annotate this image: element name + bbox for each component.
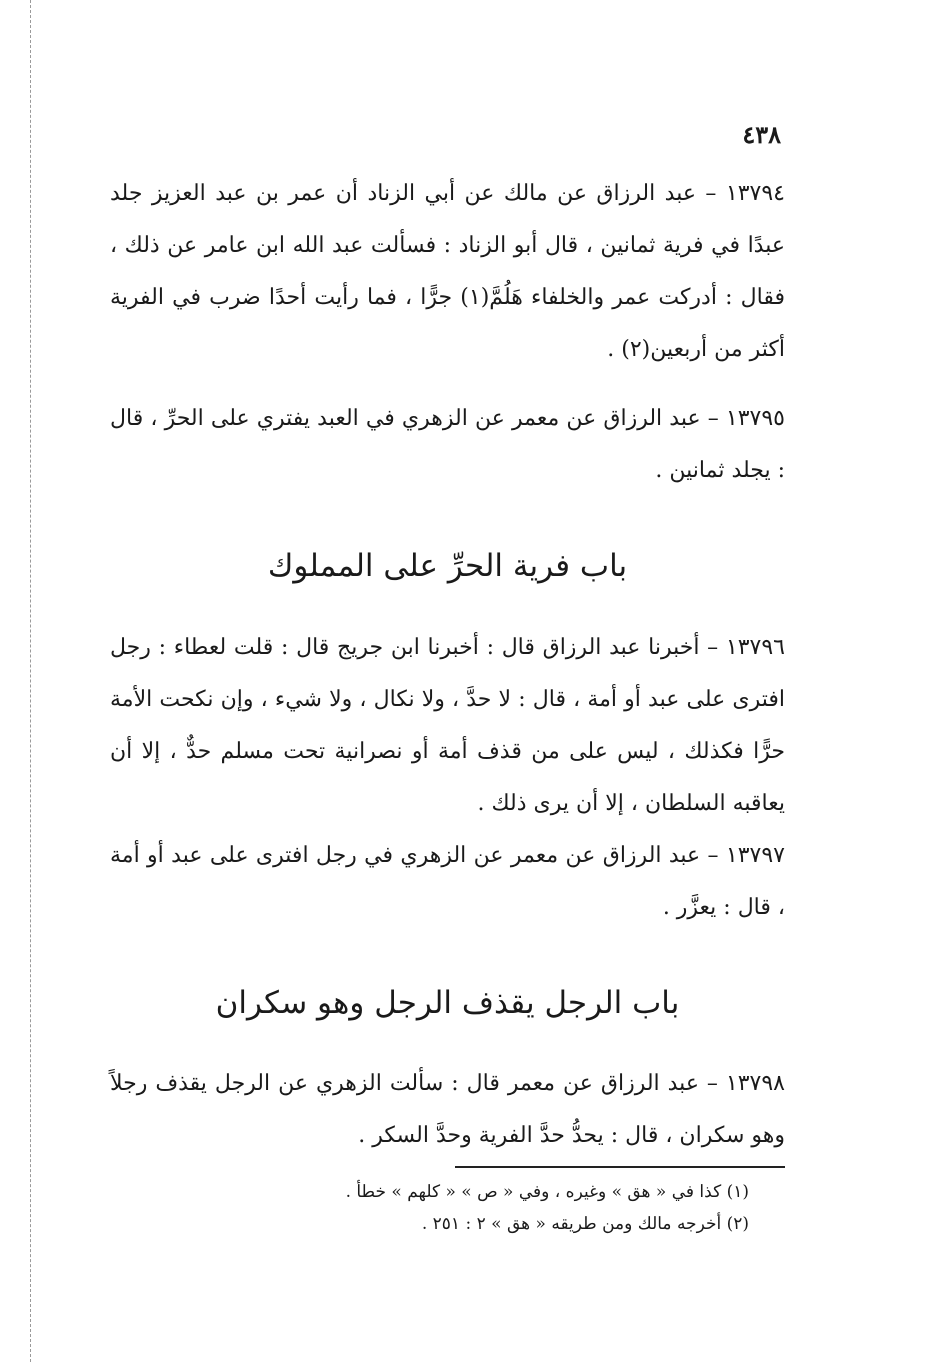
hadith-entry-13794: ١٣٧٩٤ – عبد الرزاق عن مالك عن أبي الزناد أن عمر بن عبد العزيز جلد عبدًا في فرية ثمانين ، قال أبو الزناد : فسألت عبد الله ابن عامر عن ذلك ، فقال : أدركت عمر والخلفاء هَلُمَّ(١) جرًّا ، فما رأيت أحدًا ضرب في الفرية أكثر من أربعين(٢) . [110, 181, 786, 362]
page-number: ٤٣٨ [742, 120, 781, 149]
hadith-entry-13795: ١٣٧٩٥ – عبد الرزاق عن معمر عن الزهري في العبد يفتري على الحرِّ ، قال : يجلد ثمانين . [110, 406, 785, 483]
hadith-entry-13797: ١٣٧٩٧ – عبد الرزاق عن معمر عن الزهري في رجل افترى على عبد أو أمة ، قال : يعزَّر . [110, 843, 785, 920]
footnote-1: (١) كذا في « هق » وغيره ، وفي « ص » « كلهم » خطأ . [345, 1182, 749, 1202]
footnote-2: (٢) أخرجه مالك ومن طريقه « هق » ٢ : ٢٥١ . [421, 1214, 749, 1234]
hadith-entry-13798: ١٣٧٩٨ – عبد الرزاق عن معمر قال : سألت الزهري عن الرجل يقذف رجلاً وهو سكران ، قال : يحدُّ حدَّ الفرية وحدَّ السكر . [110, 1071, 785, 1148]
chapter-heading-drunk-slander: باب الرجل يقذف الرجل وهو سكران [215, 985, 680, 1021]
hadith-entry-13796: ١٣٧٩٦ – أخبرنا عبد الرزاق قال : أخبرنا ابن جريج قال : قلت لعطاء : رجل افترى على عبد أو أمة ، قال : لا حدَّ ، ولا نكال ، ولا شيء ، وإن نكحت الأمة حرًّا فكذلك ، ليس على من قذف أمة أو نصرانية تحت مسلم حدٌّ ، إلا أن يعاقبه السلطان ، إلا أن يرى ذلك . [110, 635, 785, 816]
page-margin-line [30, 0, 31, 1362]
chapter-heading-free-slanders-slave: باب فرية الحرِّ على المملوك [267, 548, 628, 584]
footnote-separator [455, 1166, 785, 1168]
